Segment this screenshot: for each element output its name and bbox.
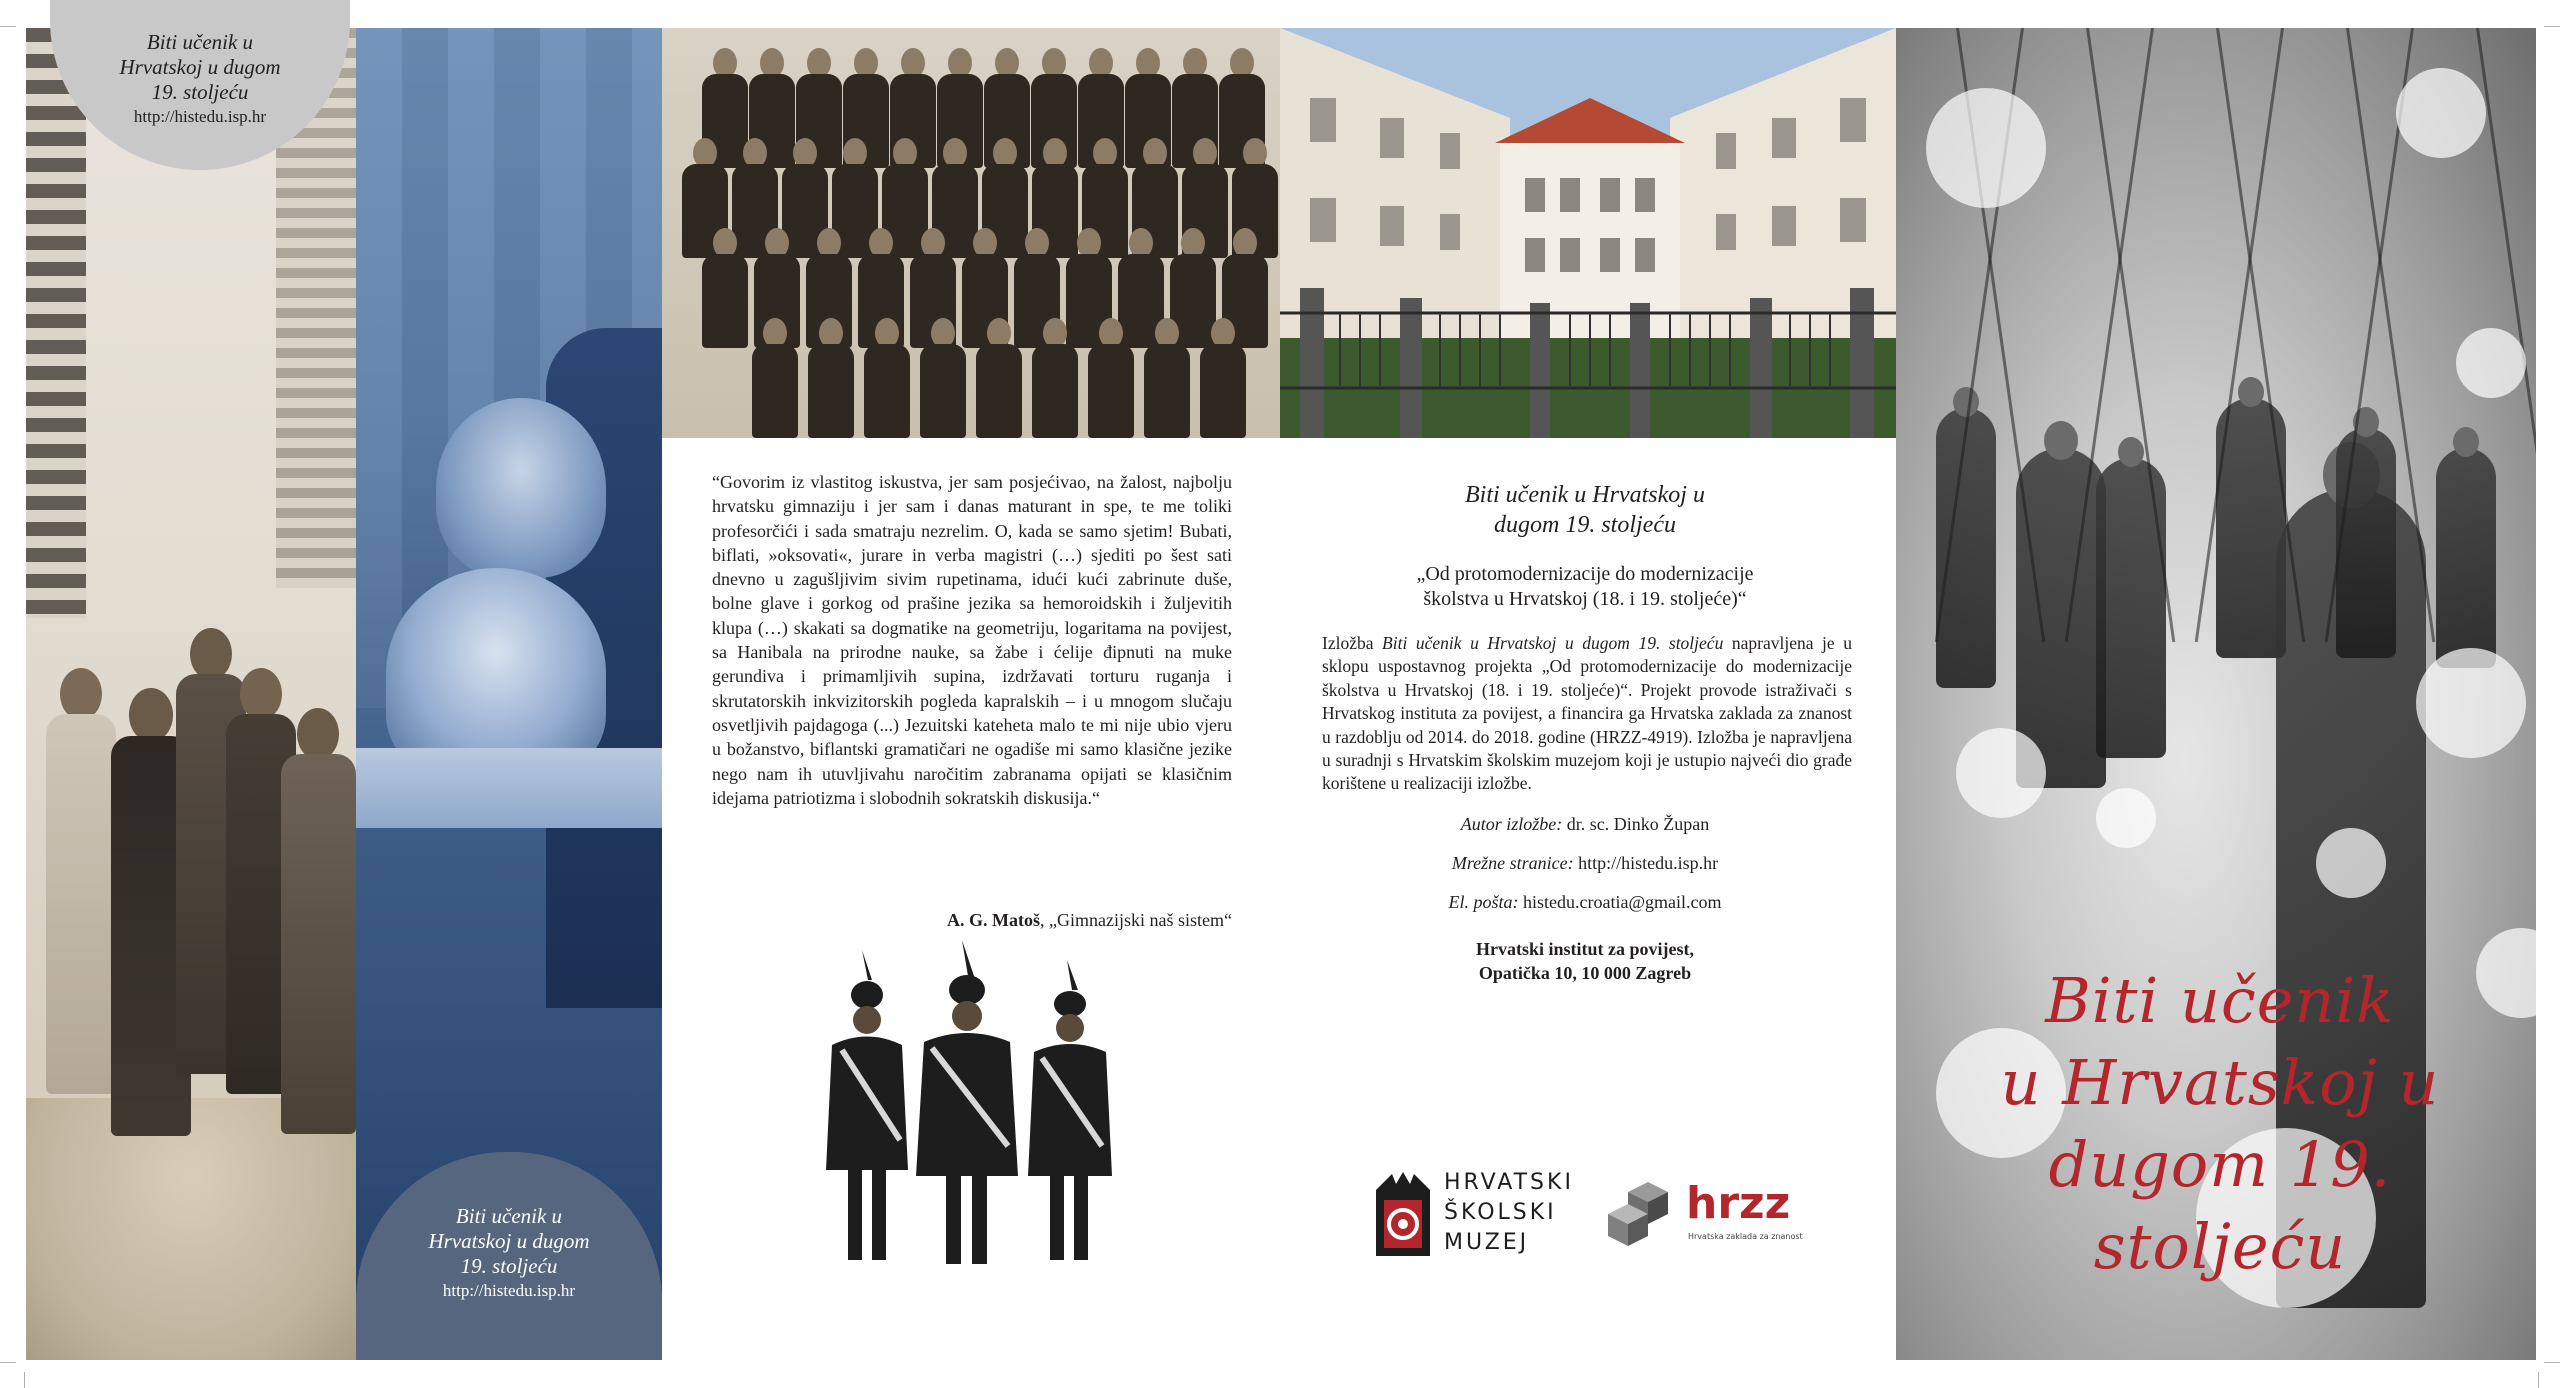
- hrvatski-skolski-muzej-logo: [1372, 1168, 1574, 1260]
- pupil-figure: [436, 398, 606, 578]
- gymnast-head: [2453, 427, 2479, 457]
- student-figure: [752, 318, 798, 438]
- hrzz-logo: [1608, 1178, 1808, 1258]
- student-figure: [1032, 318, 1078, 438]
- cover-title: [1920, 960, 2520, 1288]
- gymnast-head: [2044, 421, 2078, 460]
- flap-title-line2: Hrvatskoj u dugom: [119, 55, 281, 79]
- student-figure: [808, 318, 854, 438]
- gymnast-figure: [2436, 448, 2496, 668]
- author-line: [1300, 814, 1870, 835]
- sepia-children-photo: [26, 28, 356, 1360]
- flap-title-line1: Biti učenik u: [146, 30, 254, 54]
- paint-splash: [2416, 648, 2526, 758]
- paint-splash: [2096, 788, 2156, 848]
- info-title: [1300, 480, 1870, 540]
- child-figure: [281, 708, 356, 1128]
- hrzz-wordmark: hrzz: [1686, 1178, 1791, 1229]
- paint-splash: [1956, 728, 2046, 818]
- paint-splash: [1926, 88, 2046, 208]
- hsm-line2: ŠKOLSKI: [1444, 1200, 1557, 1225]
- cover-title-line1: Biti učenik: [2045, 964, 2395, 1037]
- school-desk: [356, 748, 662, 828]
- institute-line1: Hrvatski institut za povijest,: [1476, 938, 1694, 959]
- institute-line2: Opatička 10, 10 000 Zagreb: [1478, 962, 1692, 983]
- hsm-line1: HRVATSKI: [1444, 1170, 1574, 1195]
- project-line2: školstva u Hrvatskoj (18. i 19. stoljeće)“: [1423, 588, 1747, 610]
- matos-quote: “Govorim iz vlastitog iskustva, jer sam posjećivao, na žalost, najbolju hrvatsku gimnaziju i jer sam i danas maturant in spe, te me toliki profesorčići i sada smatraju nezrelim. O, kada se samo sjetim! Bubati, biflati, »oksovati«, jurare in verba magistri (…) sjediti po šest sati dnevno u zagušljivim sivim rupetinama, idući kući zabrinute duše, bolne glave i gorkog od prašine jezika sa hemoroidskih i žuljevitih klupa (…) skakati sa dogmatike na geometriju, logaritama na povijest, sa Hanibala na prirodne nauke, sa žabe i ćelije đipnuti na muke gerundiva i primamljivih supina, izdržavati torturu ruganja i skrutatorskih inkvizitorskih pogleda kapralskih – i u mnogom slučaju osvetljivih pajdagoga (...) Jezuitski kateheta malo te mi nije ubio vjeru u božanstvo, biflantski gramatičari ne ogadiše mi samo klasične jezike nego nam ih utuvljivahu naročitim zabranama opijati se klasičnim idejama patriotizma i slobodnih sokratskih diskusija.“: [712, 472, 1232, 808]
- crop-mark: [0, 1362, 16, 1363]
- project-name: [1300, 562, 1870, 612]
- gymnast-figure: [2016, 448, 2106, 788]
- email-line: [1300, 892, 1870, 913]
- quote-source: , „Gimnazijski naš sistem“: [1040, 910, 1232, 930]
- flap-title-line1: Biti učenik u: [455, 1204, 563, 1228]
- exhibition-info: [1300, 480, 1870, 985]
- cover-title-line3: dugom 19. stoljeću: [2048, 1128, 2392, 1283]
- museum-emblem-icon: [1372, 1170, 1434, 1258]
- gymnast-figure: [2336, 428, 2396, 658]
- crop-mark: [2544, 1362, 2560, 1363]
- cadets-illustration: [812, 940, 1122, 1270]
- crop-mark: [24, 1372, 25, 1388]
- student-figure: [920, 318, 966, 438]
- gymnast-figure: [1936, 408, 1996, 688]
- author-value: dr. sc. Dinko Župan: [1562, 813, 1710, 834]
- flap-url: http://histedu.isp.hr: [133, 107, 267, 126]
- author-label: Autor izložbe:: [1460, 813, 1563, 834]
- quote-attribution: [712, 910, 1232, 931]
- quote-author: A. G. Matoš: [947, 910, 1041, 930]
- project-line1: „Od protomodernizacije do modernizacije: [1416, 563, 1754, 585]
- pupil-figure: [386, 568, 606, 778]
- email-link[interactable]: histedu.croatia@gmail.com: [1518, 891, 1722, 912]
- flap-title-line3: 19. stoljeću: [460, 1254, 558, 1278]
- paint-splash: [2456, 328, 2526, 398]
- hrzz-cubes-icon: [1608, 1182, 1678, 1248]
- student-figure: [976, 318, 1022, 438]
- web-label: Mrežne stranice:: [1451, 852, 1574, 873]
- hsm-line3: MUZEJ: [1444, 1230, 1530, 1255]
- info-body-title: Biti učenik u Hrvatskoj u dugom 19. stoljeću: [1382, 633, 1724, 653]
- student-figure: [1200, 318, 1246, 438]
- info-body-text: napravljena je u sklopu uspostavnog projekta „Od protomodernizacije do modernizacije školstva u Hrvatskoj (18. i 19. stoljeće)“. Projekt provode istraživači s Hrvatskog instituta za povijest, a financira ga Hrvatska zaklada za znanost u razdoblju od 2014. do 2018. godine (HRZZ-4919). Izložba je napravljena u suradnji s Hrvatskim školskim muzejom koji je ustupio najveći dio građe korištene u realizaciji izložbe.: [1322, 633, 1852, 794]
- hrzz-subtitle: Hrvatska zaklada za znanost: [1688, 1232, 1803, 1241]
- paint-splash: [2316, 828, 2386, 898]
- student-figure: [702, 228, 748, 348]
- institute-address: [1300, 937, 1870, 985]
- crop-mark: [2538, 1372, 2539, 1388]
- info-title-line2: dugom 19. stoljeću: [1494, 512, 1676, 538]
- student-figure: [864, 318, 910, 438]
- info-title-line1: Biti učenik u Hrvatskoj u: [1465, 482, 1705, 508]
- crop-mark: [2544, 26, 2560, 27]
- email-label: El. pošta:: [1448, 891, 1519, 912]
- flap-title-line3: 19. stoljeću: [151, 80, 249, 104]
- paint-splash: [2396, 68, 2486, 158]
- web-line: [1300, 853, 1870, 874]
- flap-title-line2: Hrvatskoj u dugom: [428, 1229, 590, 1253]
- cover-title-line2: u Hrvatskoj u: [2000, 1046, 2440, 1119]
- info-body-prefix: Izložba: [1322, 633, 1383, 653]
- crop-mark: [0, 26, 16, 27]
- building-illustration: [1280, 28, 1896, 438]
- info-body: [1322, 632, 1852, 796]
- student-figure: [1088, 318, 1134, 438]
- school-building-photo: [1280, 28, 1896, 438]
- web-link[interactable]: http://histedu.isp.hr: [1573, 852, 1719, 873]
- photo-ground: [26, 1098, 356, 1360]
- child-figure: [46, 668, 116, 1088]
- student-figure: [1144, 318, 1190, 438]
- flap-url: http://histedu.isp.hr: [442, 1281, 576, 1300]
- class-group-photo: [662, 28, 1280, 438]
